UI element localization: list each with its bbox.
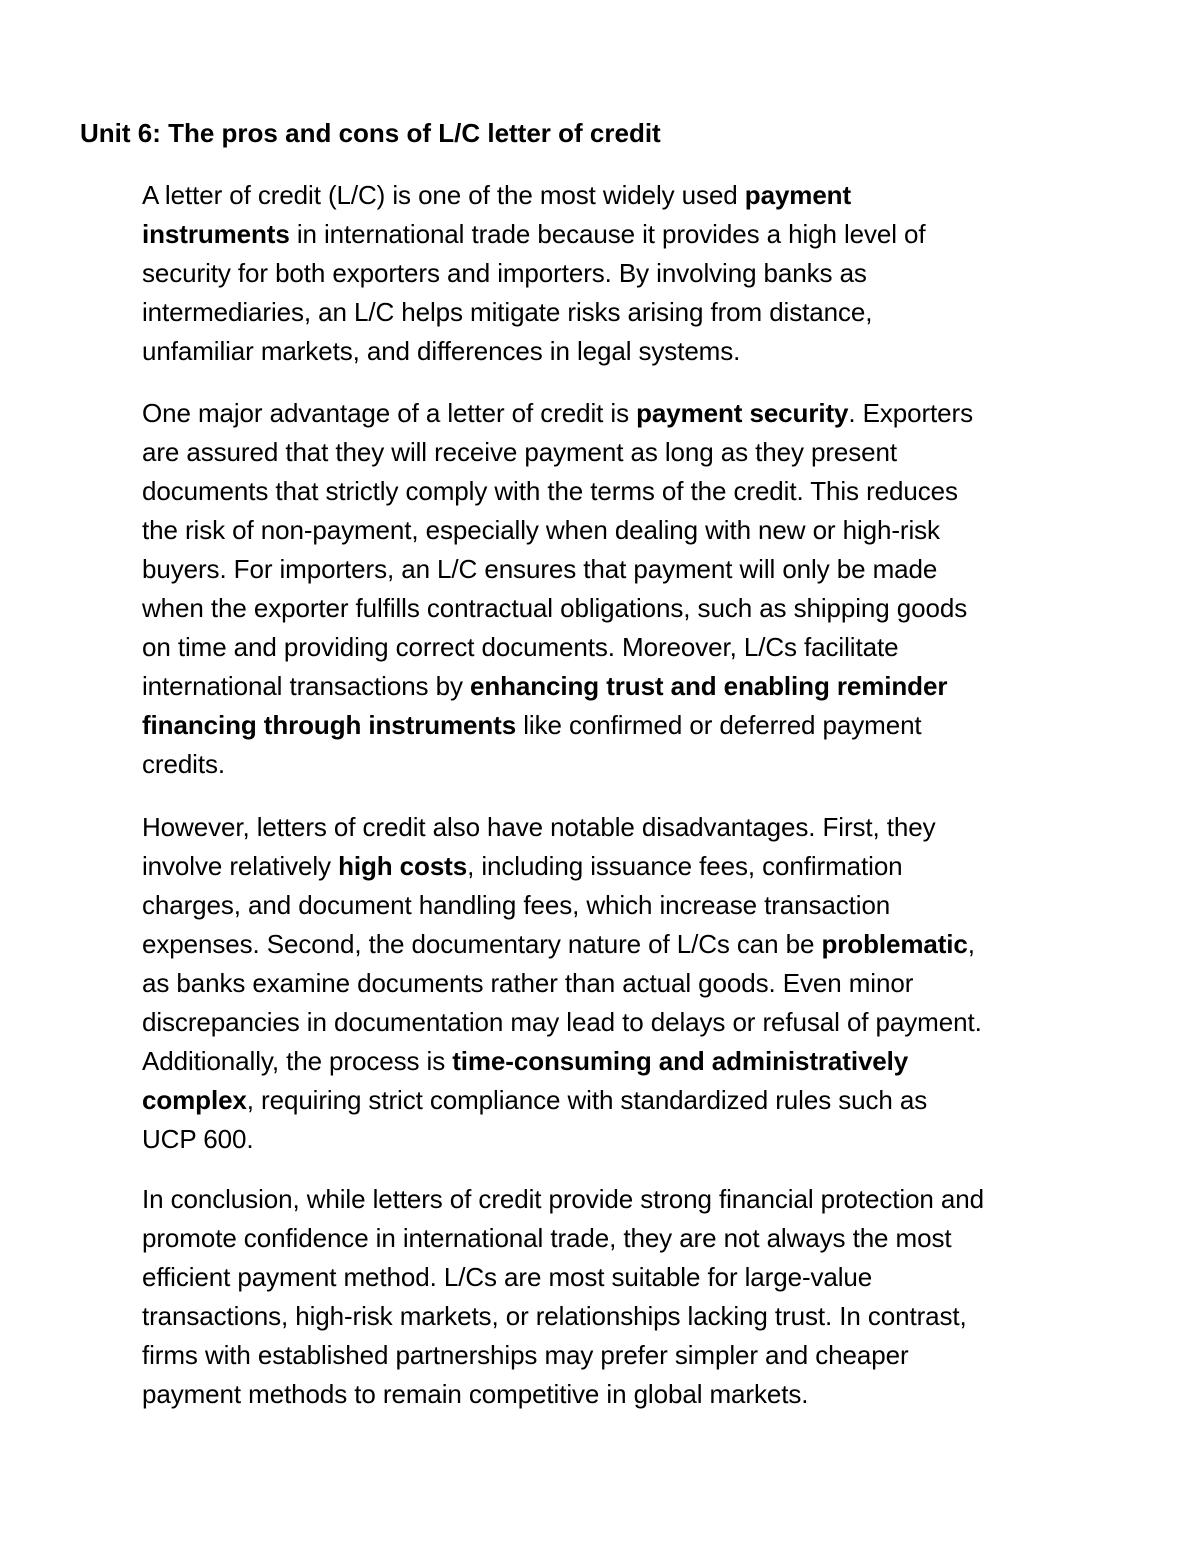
text-run: in international trade because it provides a high level of bbox=[289, 219, 926, 249]
text-line bbox=[142, 215, 1122, 254]
text-run: documents that strictly comply with the terms of the credit. This reduces bbox=[142, 476, 958, 506]
text-line bbox=[142, 808, 1122, 847]
bold-text: instruments bbox=[142, 219, 290, 249]
text-line bbox=[142, 745, 1122, 784]
text-run: the risk of non-payment, especially when dealing with new or high-risk bbox=[142, 515, 940, 545]
text-run: efficient payment method. L/Cs are most suitable for large-value bbox=[142, 1262, 873, 1292]
bold-text: financing through instruments bbox=[142, 710, 517, 740]
bold-text: payment security bbox=[636, 398, 849, 428]
bold-text: high costs bbox=[338, 851, 468, 881]
text-line bbox=[142, 394, 1122, 433]
bold-text: complex bbox=[142, 1085, 247, 1115]
document-title: Unit 6: The pros and cons of L/C letter of credit bbox=[80, 118, 661, 148]
bold-text: problematic bbox=[821, 929, 968, 959]
text-line bbox=[142, 1375, 1122, 1414]
text-line bbox=[142, 511, 1122, 550]
text-line bbox=[142, 667, 1122, 706]
text-run: UCP 600. bbox=[142, 1124, 254, 1154]
text-run: buyers. For importers, an L/C ensures that payment will only be made bbox=[142, 554, 938, 584]
text-run: A letter of credit (L/C) is one of the most widely used bbox=[142, 180, 745, 210]
text-run: promote confidence in international trade, they are not always the most bbox=[142, 1223, 952, 1253]
text-line bbox=[142, 254, 1122, 293]
text-run: on time and providing correct documents. Moreover, L/Cs facilitate bbox=[142, 632, 899, 662]
text-run: Additionally, the process is bbox=[142, 1046, 453, 1076]
text-run: intermediaries, an L/C helps mitigate risks arising from distance, bbox=[142, 297, 873, 327]
text-line bbox=[142, 1297, 1122, 1336]
text-line bbox=[142, 472, 1122, 511]
text-line bbox=[142, 433, 1122, 472]
text-run: , including issuance fees, confirmation bbox=[467, 851, 903, 881]
text-run: firms with established partnerships may prefer simpler and cheaper bbox=[142, 1340, 909, 1370]
text-line bbox=[142, 1219, 1122, 1258]
text-line bbox=[142, 550, 1122, 589]
text-line bbox=[142, 886, 1122, 925]
text-run: security for both exporters and importers. By involving banks as bbox=[142, 258, 867, 288]
text-run: as banks examine documents rather than actual goods. Even minor bbox=[142, 968, 914, 998]
paragraph-conclusion bbox=[142, 1180, 1122, 1414]
text-line bbox=[142, 964, 1122, 1003]
text-run: discrepancies in documentation may lead to delays or refusal of payment. bbox=[142, 1007, 982, 1037]
text-run: unfamiliar markets, and differences in legal systems. bbox=[142, 336, 741, 366]
text-run: However, letters of credit also have notable disadvantages. First, they bbox=[142, 812, 936, 842]
text-run: . Exporters bbox=[848, 398, 973, 428]
text-line bbox=[142, 1003, 1122, 1042]
text-line bbox=[142, 1180, 1122, 1219]
bold-text: payment bbox=[744, 180, 852, 210]
text-run: charges, and document handling fees, which increase transaction bbox=[142, 890, 891, 920]
text-run: payment methods to remain competitive in global markets. bbox=[142, 1379, 809, 1409]
text-line bbox=[142, 1258, 1122, 1297]
text-line bbox=[142, 1081, 1122, 1120]
text-run: are assured that they will receive payment as long as they present bbox=[142, 437, 898, 467]
text-line bbox=[142, 1336, 1122, 1375]
paragraph-introduction bbox=[142, 176, 1122, 371]
text-line bbox=[142, 628, 1122, 667]
text-run: like confirmed or deferred payment bbox=[516, 710, 922, 740]
text-line bbox=[142, 1042, 1122, 1081]
text-line bbox=[142, 847, 1122, 886]
text-run: In conclusion, while letters of credit provide strong financial protection and bbox=[142, 1184, 984, 1214]
text-run: , bbox=[967, 929, 975, 959]
text-line bbox=[142, 706, 1122, 745]
text-run: , requiring strict compliance with standardized rules such as bbox=[246, 1085, 928, 1115]
text-run: transactions, high-risk markets, or relationships lacking trust. In contrast, bbox=[142, 1301, 967, 1331]
text-line bbox=[142, 293, 1122, 332]
text-line bbox=[142, 589, 1122, 628]
paragraph-advantages bbox=[142, 394, 1122, 784]
text-run: when the exporter fulfills contractual obligations, such as shipping goods bbox=[142, 593, 968, 623]
text-run: credits. bbox=[142, 749, 226, 779]
text-line bbox=[142, 1120, 1122, 1159]
text-line bbox=[142, 332, 1122, 371]
text-run: expenses. Second, the documentary nature of L/Cs can be bbox=[142, 929, 822, 959]
bold-text: time-consuming and administratively bbox=[452, 1046, 909, 1076]
text-line bbox=[142, 176, 1122, 215]
text-run: international transactions by bbox=[142, 671, 470, 701]
paragraph-disadvantages bbox=[142, 808, 1122, 1159]
text-line bbox=[142, 925, 1122, 964]
bold-text: enhancing trust and enabling reminder bbox=[469, 671, 948, 701]
text-run: involve relatively bbox=[142, 851, 339, 881]
text-run: One major advantage of a letter of credit is bbox=[142, 398, 637, 428]
